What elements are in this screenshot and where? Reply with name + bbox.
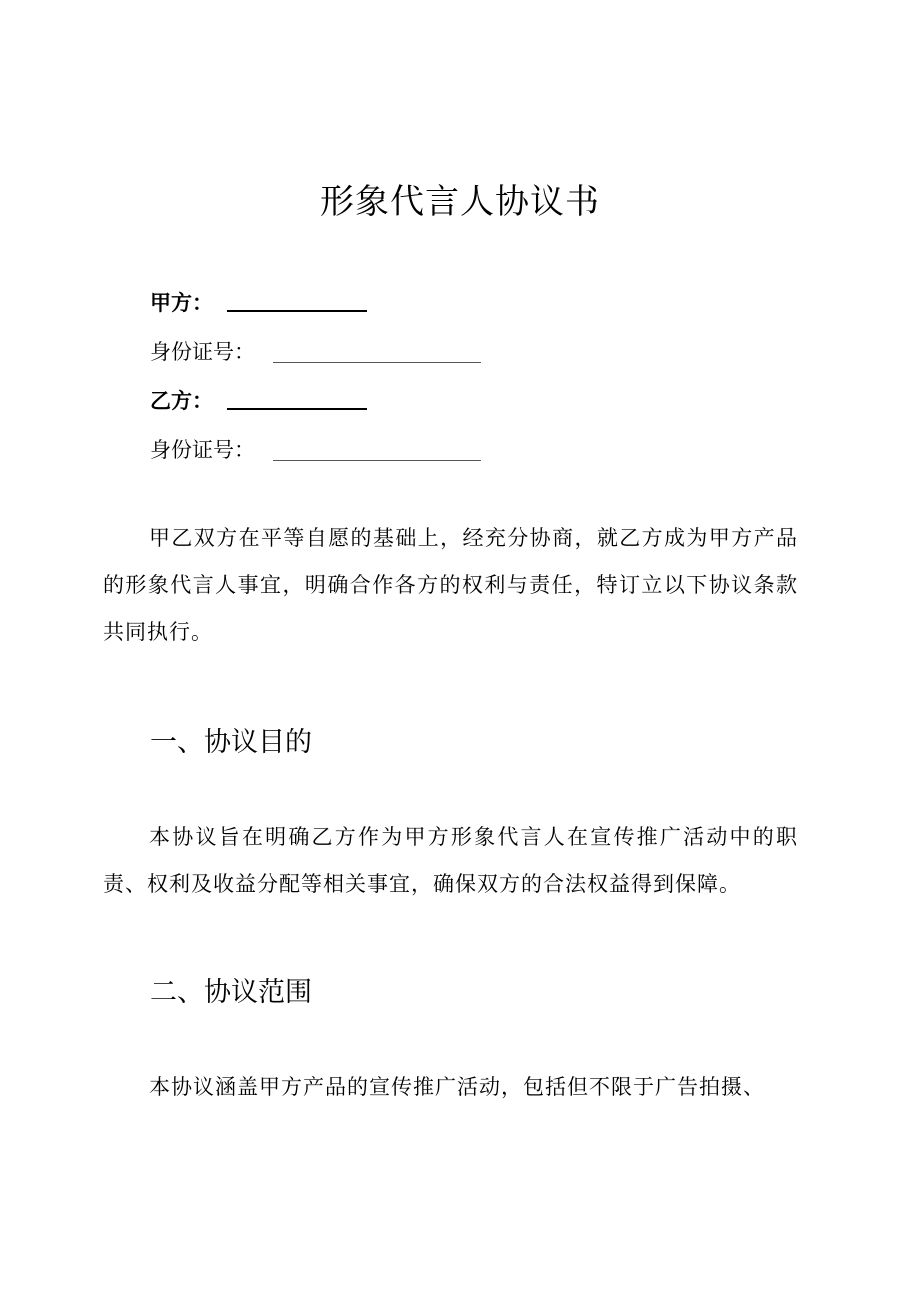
party-b-id-label: 身份证号： bbox=[150, 438, 255, 462]
party-a-id-row bbox=[150, 333, 481, 367]
party-a-row bbox=[150, 284, 367, 318]
section-1-heading: 一、协议目的 bbox=[150, 727, 312, 758]
section-1-body: 本协议旨在明确乙方作为甲方形象代言人在宣传推广活动中的职责、权利及收益分配等相关事宜，确保双方的合法权益得到保障。 bbox=[103, 825, 798, 896]
party-b-row bbox=[150, 382, 367, 416]
party-a-id-blank[interactable] bbox=[273, 361, 481, 363]
party-b-id-row bbox=[150, 431, 481, 465]
party-b-id-blank[interactable] bbox=[273, 459, 481, 461]
party-a-label: 甲方： bbox=[150, 291, 213, 315]
document-title: 形象代言人协议书 bbox=[320, 182, 600, 222]
party-a-blank[interactable] bbox=[227, 308, 367, 312]
section-2-body: 本协议涵盖甲方产品的宣传推广活动，包括但不限于广告拍摄、 bbox=[149, 1075, 765, 1099]
section-2-heading: 二、协议范围 bbox=[150, 977, 312, 1008]
party-b-label: 乙方： bbox=[150, 389, 213, 413]
intro-paragraph: 甲乙双方在平等自愿的基础上，经充分协商，就乙方成为甲方产品的形象代言人事宜，明确合作各方的权利与责任，特订立以下协议条款共同执行。 bbox=[103, 526, 798, 644]
party-a-id-label: 身份证号： bbox=[150, 340, 255, 364]
party-b-blank[interactable] bbox=[227, 406, 367, 410]
